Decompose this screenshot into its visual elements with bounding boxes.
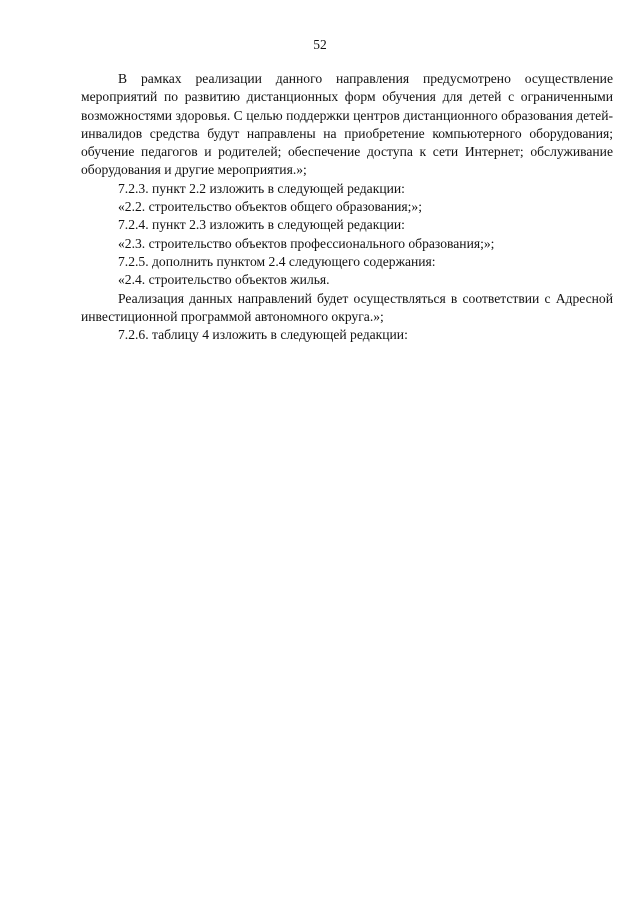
paragraph-7-2-3: 7.2.3. пункт 2.2 изложить в следующей редакции: xyxy=(118,180,405,196)
paragraph-7-2-6: 7.2.6. таблицу 4 изложить в следующей редакции: xyxy=(118,327,408,343)
paragraph-implementation: Реализация данных направлений будет осуществляться в соответствии с Адресной инвестиционной программой автономного округа.»; xyxy=(81,290,613,324)
paragraph-item-2-4: «2.4. строительство объектов жилья. xyxy=(118,272,330,288)
page-number: 52 xyxy=(313,37,327,52)
paragraph-7-2-5: 7.2.5. дополнить пунктом 2.4 следующего содержания: xyxy=(118,253,436,269)
paragraph-item-2-2: «2.2. строительство объектов общего образования;»; xyxy=(118,199,422,215)
document-body xyxy=(81,70,613,344)
paragraph-7-2-4: 7.2.4. пункт 2.3 изложить в следующей редакции: xyxy=(118,217,405,233)
paragraph-distance-learning: В рамках реализации данного направления предусмотрено осуществление мероприятий по развитию дистанционных форм обучения для детей с ограниченными возможностями здоровья. С целью поддержки центров дистанционного образования детей-инвалидов средства будут направлены на приобретение компьютерного оборудования; обучение педагогов и родителей; обеспечение доступа к сети Интернет; обслуживание оборудования и другие мероприятия.»; xyxy=(81,71,613,178)
paragraph-item-2-3: «2.3. строительство объектов профессионального образования;»; xyxy=(118,235,495,251)
